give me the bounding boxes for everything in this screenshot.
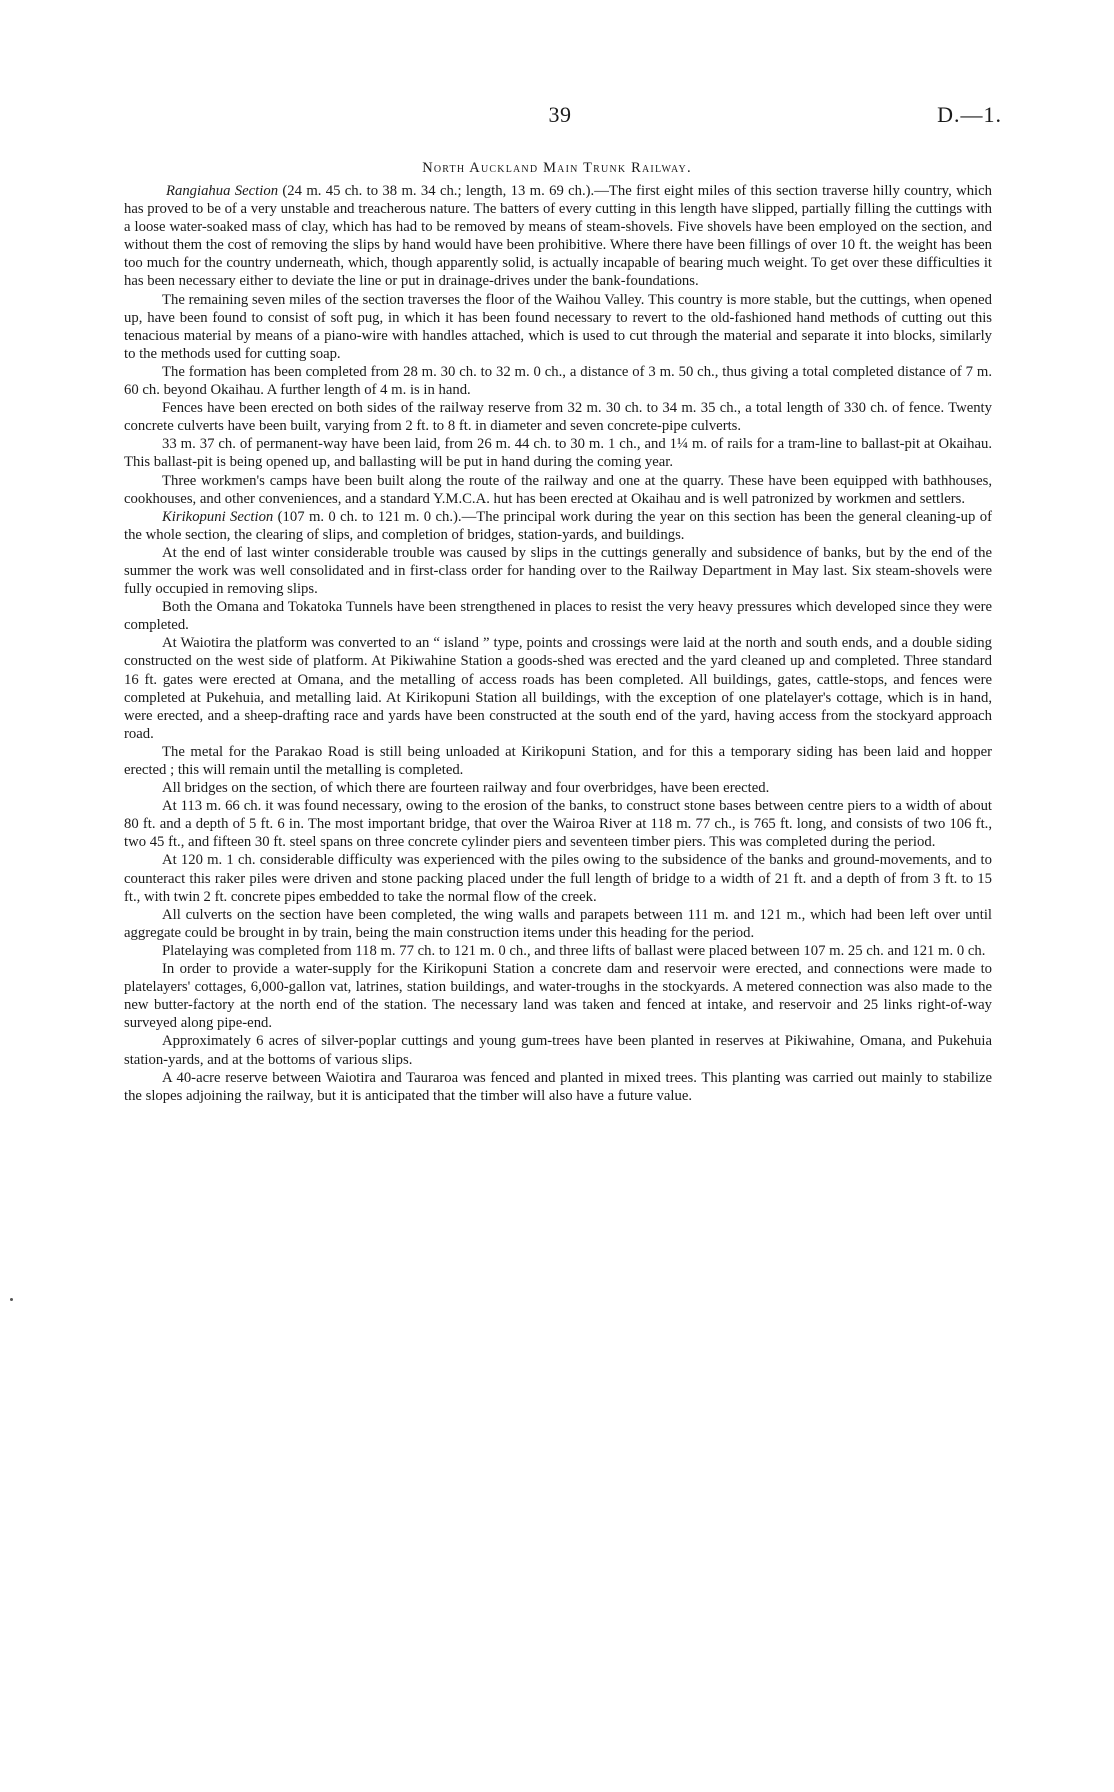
paragraph-rangiahua-section <box>124 182 992 291</box>
page-number: 39 <box>548 102 572 127</box>
section-name-kirikopuni: Kirikopuni Section <box>162 508 274 525</box>
paragraph: Fences have been erected on both sides of the railway reserve from 32 m. 30 ch. to 34 m. 35 ch., a total length of 330 ch. of fence. Twenty concrete culverts have been built, varying from 2 ft. to 8 ft. in diameter and seven concrete-pipe culverts. <box>124 400 992 435</box>
paragraph: Approximately 6 acres of silver-poplar cuttings and young gum-trees have been planted in reserves at Pikiwahine, Omana, and Pukehuia station-yards, and at the bottoms of various slips. <box>124 1033 992 1068</box>
document-reference: D.—1. <box>937 102 1002 127</box>
paragraph: At 113 m. 66 ch. it was found necessary, owing to the erosion of the banks, to construct stone bases between centre piers to a width of about 80 ft. and a depth of 5 ft. 6 in. The most important bridge, that over the Wairoa River at 118 m. 77 ch., is 765 ft. long, and consists of two 106 ft., two 45 ft., and fifteen 30 ft. steel spans on three concrete cylinder piers and seventeen timber piers. This was completed during the period. <box>124 798 992 851</box>
paragraph: Both the Omana and Tokatoka Tunnels have been strengthened in places to resist the very heavy pressures which developed since they were completed. <box>124 599 992 634</box>
body-text <box>124 182 992 1105</box>
section-name-rangiahua: Rangiahua Section <box>166 183 279 199</box>
paragraph: In order to provide a water-supply for the Kirikopuni Station a concrete dam and reservoir were erected, and connections were made to platelayers' cottages, 6,000-gallon vat, latrines, station buildings, and water-troughs in the stockyards. A metered connection was also made to the new butter-factory at the north end of the station. The necessary land was taken and fenced at intake, and reservoir and 25 links right-of-way surveyed along pipe-end. <box>124 961 992 1032</box>
paragraph: At the end of last winter considerable trouble was caused by slips in the cuttings generally and subsidence of banks, but by the end of the summer the work was well consolidated and in first-class order for handing over to the Railway Department in May last. Six steam-shovels were fully occupied in removing slips. <box>124 544 992 598</box>
paragraph: All culverts on the section have been completed, the wing walls and parapets between 111 m. and 121 m., which had been left over until aggregate could be brought in by train, being the main construction items under this heading for the period. <box>124 906 992 941</box>
paragraph: The formation has been completed from 28 m. 30 ch. to 32 m. 0 ch., a distance of 3 m. 50 ch., thus giving a total completed distance of 7 m. 60 ch. beyond Okaihau. A further length of 4 m. is in hand. <box>124 363 992 399</box>
paragraph: The metal for the Parakao Road is still being unloaded at Kirikopuni Station, and for this a temporary siding has been laid and hopper erected ; this will remain until the metalling is completed. <box>124 743 992 778</box>
paragraph: Platelaying was completed from 118 m. 77 ch. to 121 m. 0 ch., and three lifts of ballast were placed between 107 m. 25 ch. and 121 m. 0 ch. <box>162 942 986 959</box>
margin-speck <box>10 1298 13 1301</box>
paragraph: All bridges on the section, of which there are fourteen railway and four overbridges, have been erected. <box>162 780 770 797</box>
paragraph-text: (24 m. 45 ch. to 38 m. 34 ch.; length, 13 m. 69 ch.).—The first eight miles of this section traverse hilly country, which has proved to be of a very unstable and treacherous nature. The batters of every cutting in this length have slipped, partially filling the cuttings with a loose water-soaked mass of clay, which has had to be removed by means of steam-shovels. Five shovels have been employed on the section, and without them the cost of removing the slips by hand would have been prohibitive. Where there have been fillings of over 10 ft. the weight has been too much for the country underneath, which, though apparently solid, is actually incapable of bearing much weight. To get over these difficulties it has been necessary either to deviate the line or put in drainage-drives under the bank-foundations. <box>124 183 992 290</box>
paragraph-kirikopuni-section <box>124 508 992 544</box>
paragraph: At 120 m. 1 ch. considerable difficulty was experienced with the piles owing to the subsidence of the banks and ground-movements, and to counteract this raker piles were driven and stone packing placed under the full length of bridge to a width of 21 ft. and a depth of from 3 ft. to 15 ft., with twin 2 ft. concrete pipes embedded to take the normal flow of the creek. <box>124 852 992 905</box>
paragraph-text: (107 m. 0 ch. to 121 m. 0 ch.).—The principal work during the year on this section has been the general cleaning-up of the whole section, the clearing of slips, and completion of bridges, station-yards, and buildings. <box>124 508 992 543</box>
paragraph: 33 m. 37 ch. of permanent-way have been laid, from 26 m. 44 ch. to 30 m. 1 ch., and 1¼ m. of rails for a tram-line to ballast-pit at Okaihau. This ballast-pit is being opened up, and ballasting will be put in hand during the coming year. <box>124 436 992 471</box>
section-heading: North Auckland Main Trunk Railway. <box>422 160 692 176</box>
paragraph: A 40-acre reserve between Waiotira and Tauraroa was fenced and planted in mixed trees. This planting was carried out mainly to stabilize the slopes adjoining the railway, but it is anticipated that the timber will also have a future value. <box>124 1069 992 1104</box>
paragraph: Three workmen's camps have been built along the route of the railway and one at the quarry. These have been equipped with bathhouses, cookhouses, and other conveniences, and a standard Y.M.C.A. hut has been erected at Okaihau and is well patronized by workmen and settlers. <box>124 472 992 507</box>
paragraph: The remaining seven miles of the section traverses the floor of the Waihou Valley. This country is more stable, but the cuttings, when opened up, have been found to consist of soft pug, in which it has been found necessary to revert to the old-fashioned hand methods of cutting out this tenacious material by means of a piano-wire with handles attached, which is used to cut through the material and separate it into blocks, similarly to the methods used for cutting soap. <box>124 291 992 362</box>
paragraph: At Waiotira the platform was converted to an “ island ” type, points and crossings were laid at the north and south ends, and a double siding constructed on the west side of platform. At Pikiwahine Station a goods-shed was erected and the yard cleaned up and completed. Three standard 16 ft. gates were erected at Omana, and the metalling of access roads has been completed. All buildings, gates, cattle-stops, and fences were completed at Pukehuia, and metalling laid. At Kirikopuni Station all buildings, with the exception of one platelayer's cottage, which is in hand, were erected, and a sheep-drafting race and yards have been constructed at the south end of the yard, having access from the stockyard approach road. <box>124 635 992 742</box>
